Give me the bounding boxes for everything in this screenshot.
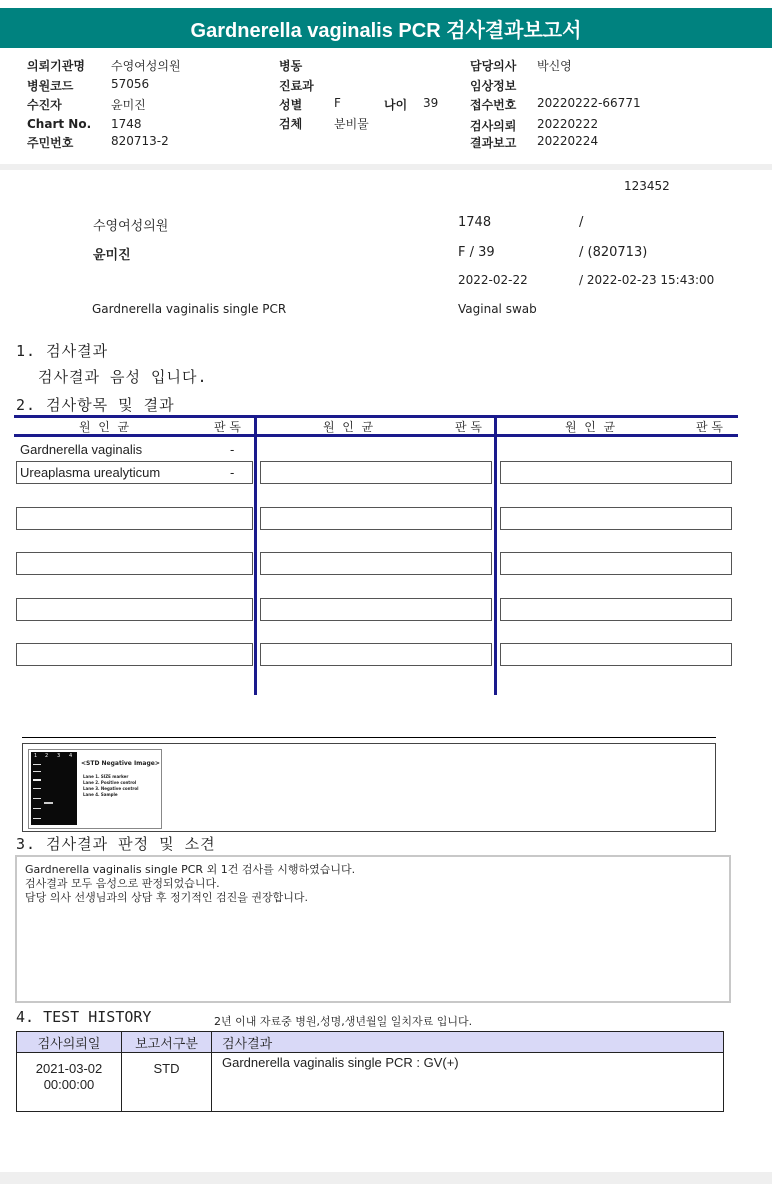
hospital-label: 의뢰기관명 [27,59,85,73]
section3-title: 3. 검사결과 판정 및 소견 [16,835,216,853]
result-cell [260,643,492,666]
summary-specimen: Vaginal swab [458,302,537,316]
section4-title: 4. TEST HISTORY [16,1008,152,1026]
result-cell [500,643,732,666]
comment-line: Gardnerella vaginalis single PCR 외 1건 검사를 시행하였습니다. [25,863,356,876]
section2-title: 2. 검사항목 및 결과 [16,396,175,414]
header-divider [0,164,772,170]
history-header-row [17,1032,724,1053]
sex-value: F [334,96,341,110]
result-cell [16,552,253,575]
gel-legend-item: Lane 3. Negative control [83,786,139,791]
result-row-2-organism: Ureaplasma urealyticum [20,465,161,480]
marker-band [33,798,41,799]
col-header-judgment-3: 판 독 [696,420,723,434]
gel-photo [31,752,77,825]
grid-col-divider-2 [494,415,497,695]
history-note: 2년 이내 자료중 병원,성명,생년월일 일치자료 입니다. [214,1015,473,1028]
history-date: 2021-03-02 [35,1061,103,1076]
receipt-no-label: 접수번호 [470,98,517,112]
history-result: Gardnerella vaginalis single PCR : GV(+) [212,1053,724,1112]
gel-figure [28,749,162,829]
result-cell [16,643,253,666]
result-row-1-judgment: - [230,442,235,457]
result-row-1-organism: Gardnerella vaginalis [20,442,143,457]
summary-id: 123452 [624,179,670,193]
resident-no-value: 820713-2 [111,134,169,148]
image-top-rule [22,737,716,738]
summary-test-name: Gardnerella vaginalis single PCR [92,302,287,316]
ward-label: 병동 [279,59,303,73]
comment-line: 검사결과 모두 음성으로 판정되었습니다. [25,877,220,890]
chart-no-label: Chart No. [27,117,92,131]
col-header-organism-1: 원 인 균 [79,420,130,434]
history-col-date: 검사의뢰일 [17,1032,122,1053]
result-cell [16,507,253,530]
result-cell [260,598,492,621]
resident-no-label: 주민번호 [27,136,74,150]
marker-band [33,764,41,765]
history-type: STD [122,1053,212,1112]
clinical-info-label: 임상정보 [470,79,517,93]
col-header-organism-3: 원 인 균 [565,420,616,434]
result-row-2-judgment: - [230,465,235,480]
doctor-label: 담당의사 [470,59,517,73]
marker-band [33,788,41,789]
dept-label: 진료과 [279,79,314,93]
request-date-label: 검사의뢰 [470,119,517,133]
marker-band [33,808,41,809]
report-date-label: 결과보고 [470,136,517,150]
comment-line: 담당 의사 선생님과의 상담 후 정기적인 검진을 권장합니다. [25,891,308,904]
history-time: 00:00:00 [43,1077,95,1092]
doctor-value: 박신영 [537,59,572,73]
receipt-no-value: 20220222-66771 [537,96,641,110]
report-date-value: 20220224 [537,134,599,148]
marker-band [33,771,41,772]
comment-box [15,855,731,1003]
history-table [16,1031,724,1112]
lane-number: 1 [34,753,38,759]
result-cell [500,598,732,621]
positive-band [44,802,53,804]
result-cell [500,461,732,484]
grid-col-divider-1 [254,415,257,695]
col-header-judgment-1: 판 독 [214,420,241,434]
history-row [17,1053,724,1112]
patient-label: 수진자 [27,98,62,112]
lane-number: 2 [45,753,49,759]
result-cell [260,507,492,530]
summary-birth: / (820713) [579,245,648,260]
specimen-label: 검체 [279,117,303,131]
marker-band [33,818,41,819]
gel-image-box [22,743,716,832]
chart-no-value: 1748 [111,117,142,131]
request-date-value: 20220222 [537,117,599,131]
age-value: 39 [423,96,439,110]
report-title: Gardnerella vaginalis PCR 검사결과보고서 [0,8,772,48]
history-col-result: 검사결과 [212,1032,724,1053]
col-header-judgment-2: 판 독 [455,420,482,434]
result-cell [260,552,492,575]
summary-chart: 1748 [458,215,492,230]
result-cell [16,598,253,621]
summary-slash: / [579,215,584,230]
gel-legend-item: Lane 4. Sample [83,792,118,797]
bottom-strip [0,1172,772,1184]
result-cell [260,461,492,484]
result-cell [500,552,732,575]
lane-number: 4 [69,753,73,759]
section1-result-text: 검사결과 음성 입니다. [38,368,208,386]
hospital-code-label: 병원코드 [27,79,74,93]
age-label: 나이 [384,98,408,112]
history-date-cell [17,1053,122,1112]
summary-patient: 윤미진 [93,248,131,263]
gel-legend-item: Lane 2. Positive control [83,780,137,785]
gel-caption-title: <STD Negative Image> [81,760,160,767]
gel-legend-item: Lane 1. SIZE marker [83,774,129,779]
marker-band [33,779,41,781]
hospital-code-value: 57056 [111,77,150,91]
col-header-organism-2: 원 인 균 [323,420,374,434]
summary-report-datetime: / 2022-02-23 15:43:00 [579,273,715,287]
summary-receipt-date: 2022-02-22 [458,273,528,287]
history-col-type: 보고서구분 [122,1032,212,1053]
section1-title: 1. 검사결과 [16,342,109,360]
gel-legend [83,774,139,798]
summary-sex-age: F / 39 [458,245,495,260]
sex-label: 성별 [279,98,303,112]
patient-value: 윤미진 [111,98,146,112]
lane-number: 3 [57,753,61,759]
specimen-value: 분비물 [334,117,369,131]
result-cell [500,507,732,530]
hospital-value: 수영여성의원 [111,59,181,73]
summary-hospital: 수영여성의원 [93,219,169,234]
